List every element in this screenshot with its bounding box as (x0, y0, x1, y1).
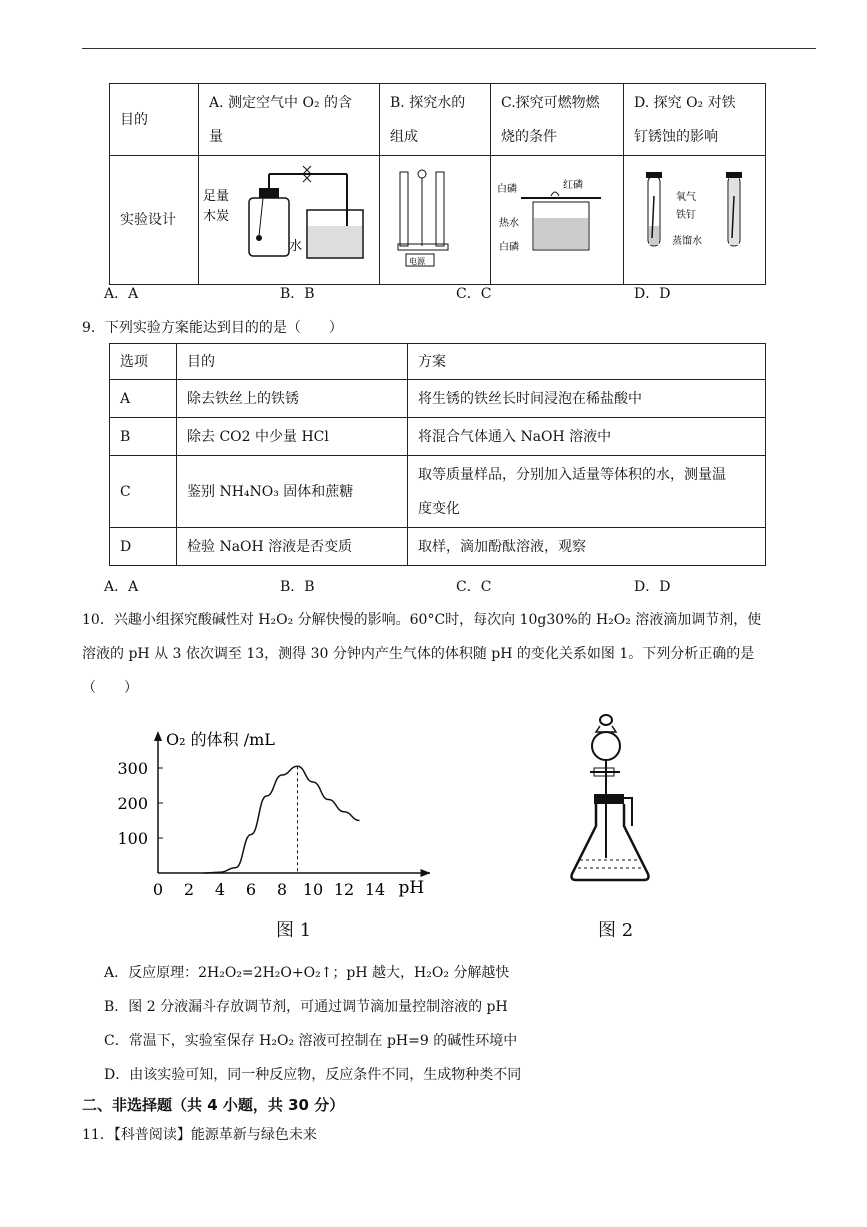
top-rule (82, 48, 816, 49)
q8-purpose-d: D. 探究 O₂ 对铁 钉锈蚀的影响 (624, 84, 766, 156)
q9-header-option: 选项 (110, 344, 177, 380)
y-tick-label: 200 (117, 794, 148, 813)
q9-row-b-goal: 除去 CO2 中少量 HCl (177, 418, 408, 456)
q10-stem-line1: 10．兴趣小组探究酸碱性对 H₂O₂ 分解快慢的影响。60°C时，每次向 10g30%的 H₂O₂ 溶液滴加调节剂，使 (82, 612, 762, 628)
q10-stem-line2: 溶液的 pH 从 3 依次调至 13，测得 30 分钟内产生气体的体积随 pH 的变化关系如图 1。下列分析正确的是 (82, 646, 755, 662)
q10-option-d[interactable]: D．由该实验可知，同一种反应物，反应条件不同，生成物种类不同 (104, 1067, 522, 1083)
q8-option-b[interactable]: B．B (280, 286, 315, 302)
q8-purpose-a: A. 测定空气中 O₂ 的含 量 (199, 84, 380, 156)
q8-purpose-b: B. 探究水的 组成 (380, 84, 491, 156)
x-axis-label: pH (398, 878, 425, 898)
q9-option-c[interactable]: C．C (456, 579, 492, 595)
x-tick-label: 0 (152, 880, 164, 899)
x-axis-arrow (421, 869, 431, 877)
q8-option-a[interactable]: A．A (104, 286, 139, 302)
y-tick-label: 100 (117, 829, 148, 848)
q8-purpose-c: C.探究可燃物燃 烧的条件 (491, 84, 624, 156)
svg-text:白磷: 白磷 (497, 184, 517, 195)
q9-row-b-opt: B (110, 418, 177, 456)
q8-fig-d (624, 156, 766, 285)
x-tick-label: 8 (276, 880, 288, 899)
y-axis-label: O₂ 的体积 /mL (166, 730, 275, 749)
q9-table (109, 343, 766, 566)
fig1-caption: 图 1 (276, 920, 312, 941)
q9-header-goal: 目的 (177, 344, 408, 380)
fig2-caption: 图 2 (598, 920, 634, 941)
combustion-diagram (491, 156, 623, 272)
section-2-title: 二、非选择题（共 4 小题，共 30 分） (82, 1096, 345, 1114)
q10-option-a[interactable]: A．反应原理：2H₂O₂=2H₂O+O₂↑；pH 越大，H₂O₂ 分解越快 (104, 965, 510, 981)
q9-row-d-opt: D (110, 528, 177, 566)
q9-row-c-opt: C (110, 456, 177, 528)
q9-row-a-plan: 将生锈的铁丝长时间浸泡在稀盐酸中 (408, 380, 766, 418)
q9-row-d-goal: 检验 NaOH 溶液是否变质 (177, 528, 408, 566)
q11-stem: 11．【科普阅读】能源革新与绿色未来 (82, 1127, 317, 1143)
fig2-apparatus (560, 706, 670, 906)
q9-option-b[interactable]: B．B (280, 579, 315, 595)
apparatus-a-diagram (199, 156, 377, 272)
q9-row-a-goal: 除去铁丝上的铁锈 (177, 380, 408, 418)
svg-text:水: 水 (289, 239, 303, 254)
electrolysis-diagram (380, 156, 480, 272)
y-tick-label: 300 (117, 759, 148, 778)
svg-text:铁钉: 铁钉 (676, 210, 696, 221)
q8-row-label-purpose: 目的 (110, 84, 199, 156)
x-tick-label: 10 (302, 880, 324, 899)
fig1-chart (110, 725, 430, 945)
svg-text:热水: 热水 (499, 218, 519, 229)
svg-text:木炭: 木炭 (203, 209, 230, 224)
svg-text:红磷: 红磷 (563, 180, 583, 191)
q10-option-b[interactable]: B．图 2 分液漏斗存放调节剂，可通过调节滴加量控制溶液的 pH (104, 999, 508, 1015)
series-line (205, 766, 360, 873)
svg-text:蒸馏水: 蒸馏水 (672, 236, 702, 247)
q10-stem-line3: （ ） (82, 680, 138, 696)
x-tick-label: 2 (183, 880, 195, 899)
q9-stem: 9．下列实验方案能达到目的的是（ ） (82, 320, 343, 336)
q8-fig-a (199, 156, 380, 285)
rusting-diagram (624, 156, 764, 272)
q8-option-d[interactable]: D．D (634, 286, 671, 302)
svg-text:氧气: 氧气 (676, 192, 696, 203)
x-tick-label: 4 (214, 880, 226, 899)
q9-option-d[interactable]: D．D (634, 579, 671, 595)
q9-row-c-plan: 取等质量样品，分别加入适量等体积的水，测量温 度变化 (408, 456, 766, 528)
q8-fig-b (380, 156, 491, 285)
q8-option-c[interactable]: C．C (456, 286, 492, 302)
q9-row-a-opt: A (110, 380, 177, 418)
svg-text:电源: 电源 (409, 257, 425, 266)
q8-fig-c (491, 156, 624, 285)
q10-option-c[interactable]: C．常温下，实验室保存 H₂O₂ 溶液可控制在 pH=9 的碱性环境中 (104, 1033, 518, 1049)
svg-text:白磷: 白磷 (499, 242, 519, 253)
q8-table (109, 83, 766, 285)
x-tick-label: 6 (245, 880, 257, 899)
q9-row-b-plan: 将混合气体通入 NaOH 溶液中 (408, 418, 766, 456)
x-tick-label: 12 (333, 880, 355, 899)
q9-header-plan: 方案 (408, 344, 766, 380)
q9-row-d-plan: 取样，滴加酚酞溶液，观察 (408, 528, 766, 566)
q8-row-label-design: 实验设计 (110, 156, 199, 285)
svg-text:足量: 足量 (203, 189, 230, 204)
q9-row-c-goal: 鉴别 NH₄NO₃ 固体和蔗糖 (177, 456, 408, 528)
y-axis-arrow (154, 731, 162, 741)
q9-option-a[interactable]: A．A (104, 579, 139, 595)
x-tick-label: 14 (364, 880, 386, 899)
